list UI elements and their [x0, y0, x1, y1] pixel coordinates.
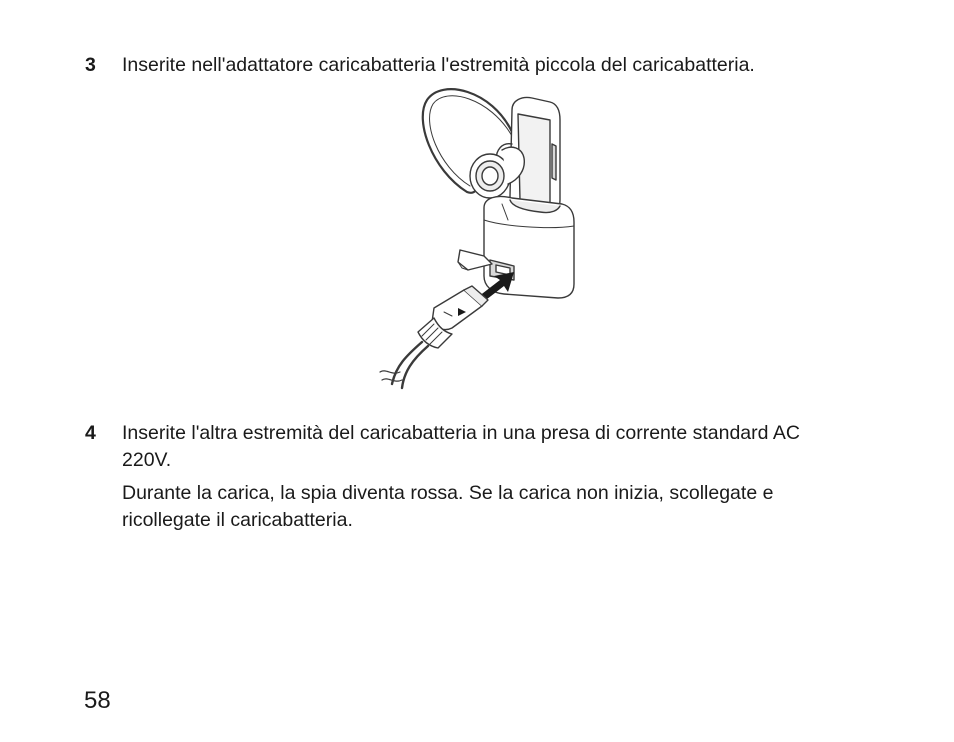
headset-charging-illustration [372, 80, 592, 395]
step-body [122, 420, 845, 534]
step-body [122, 52, 845, 79]
step-4 [85, 420, 845, 534]
step-number: 4 [85, 422, 96, 444]
step-text: Inserite l'altra estremità del caricabatteria in una presa di corrente standard AC 220V. [122, 422, 800, 471]
cable [392, 342, 422, 384]
page-number: 58 [84, 687, 111, 714]
step-3 [85, 52, 845, 79]
step-note: Durante la carica, la spia diventa rossa. Se la carica non inizia, scollegate e ricollegate il caricabatteria. [122, 482, 774, 531]
step-number: 3 [85, 54, 96, 76]
step-text: Inserite nell'adattatore caricabatteria l'estremità piccola del caricabatteria. [122, 54, 755, 76]
